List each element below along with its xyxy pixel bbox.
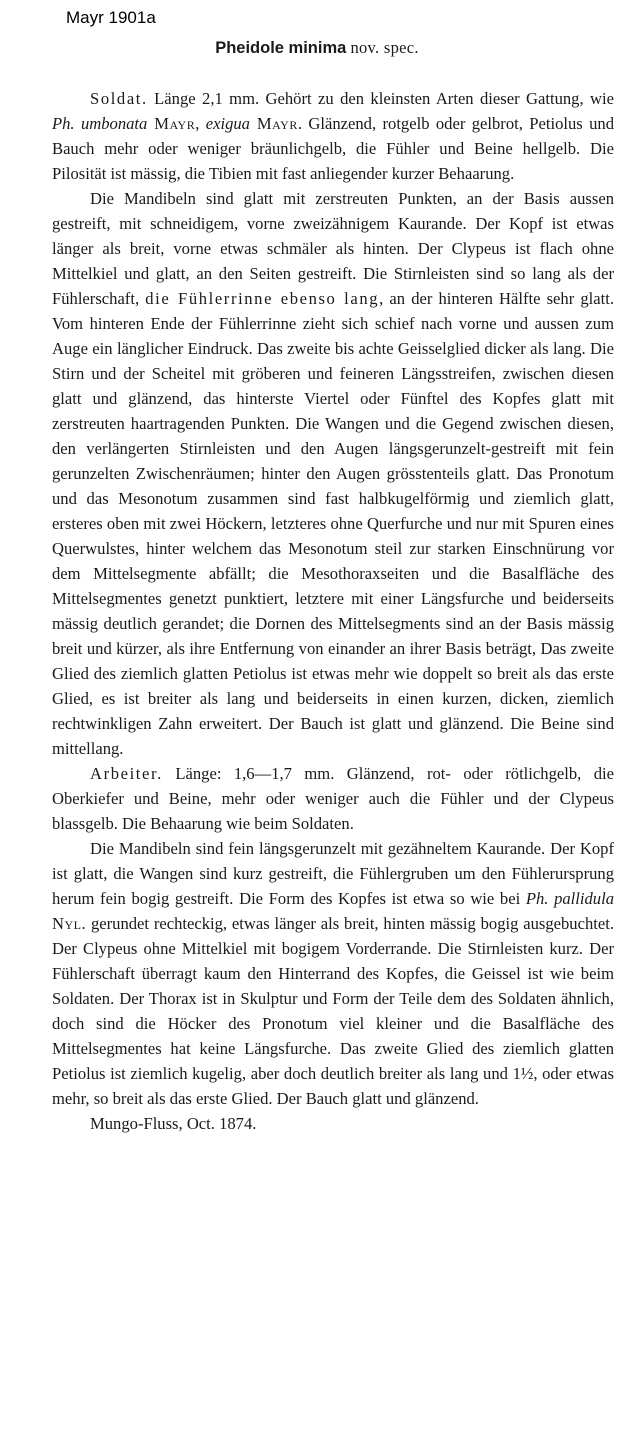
worker-caste-label: Arbeiter. <box>90 764 163 783</box>
soldier-paragraph <box>52 86 614 186</box>
description-body <box>52 86 614 1136</box>
soldier-desc-part-b: , an der hinteren Hälfte sehr glatt. Vom hinteren Ende der Fühlerrinne zieht sich schief nach vorne und aussen zum Auge ein länglicher Eindruck. Das zweite bis achte Geisselglied dicker als lang. Die Stirn und der Scheitel mit gröberen und feineren Längsstreifen, zwischen diesen glatt und glänzend, das hinterste Viertel oder Fünftel des Kopfes glatt mit zerstreuten haartragenden Punkten. Die Wangen und die Gegend zwischen diesen, den verlängerten Stirnleisten und den Augen längsgerunzelt-gestreift mit fein gerunzelten Zwischenräumen; hinter den Augen grösstenteils glatt. Das Pronotum und das Mesonotum zusammen sind fast halbkugelförmig und ziemlich glatt, ersteres oben mit zwei Höckern, letzteres ohne Querfurche und nur mit Spuren eines Querwulstes, hinter welchem das Mesonotum steil zur starken Einschnürung vor dem Mittelsegmente abfällt; die Mesothoraxseiten und die Basalfläche des Mittelsegmentes genetzt punktiert, letztere mit einer Längsfurche und beiderseits mässig deutlich gerandet; die Dornen des Mittelsegments sind an der Basis mässig breit und kürzer, als ihre Entfernung von einander an ihrer Basis beträgt, Das zweite Glied des ziemlich glatten Petiolus ist etwas mehr wie doppelt so breit als das erste Glied, es ist breiter als lang und beiderseits in einen kurzen, dicken, ziemlich rechtwinkligen Zahn erweitert. Der Bauch ist glatt und glänzend. Die Beine sind mittellang. <box>52 289 614 758</box>
worker-desc-part-a: Die Mandibeln sind fein längsgerunzelt mit gezähneltem Kaurande. Der Kopf ist glatt, die Wangen sind kurz gestreift, die Fühlergruben um den Fühlerursprung herum fein bogig gestreift. Die Form des Kopfes ist etwa so wie bei <box>52 839 614 908</box>
soldier-caste-label: Soldat. <box>90 89 148 108</box>
author-mayr-2: Mayr <box>249 114 298 133</box>
reference-tag: Mayr 1901a <box>66 8 156 27</box>
species-status: nov. spec. <box>350 38 419 57</box>
soldier-desc-part-a: Die Mandibeln sind glatt mit zerstreuten Punkten, an der Basis aussen gestreift, mit schneidigem, vorne zweizähnigem Kaurande. Der Kopf ist etwas länger als breit, vorne etwas schmäler als hinten. Der Clypeus ist flach ohne Mittelkiel und glatt, an den Seiten gestreift. Die Stirnleisten sind so lang als der Fühlerschaft, <box>52 189 614 308</box>
worker-description-paragraph <box>52 836 614 1111</box>
ref-umbonata: Ph. umbonata <box>52 114 148 133</box>
soldier-intro: Länge 2,1 mm. Gehört zu den kleinsten Arten dieser Gattung, wie <box>147 89 614 108</box>
ref-exigua: exigua <box>205 114 250 133</box>
soldier-description-paragraph <box>52 186 614 761</box>
ref-separator: , <box>195 114 206 133</box>
soldier-coloration: . Glänzend, rotgelb oder gelbrot, Petiolus und Bauch mehr oder weniger bräunlichgelb, die Fühler und Beine hellgelb. Die Pilosität ist mässig, die Tibien mit fast anliegender kurzer Behaarung. <box>52 114 615 183</box>
worker-paragraph <box>52 761 614 836</box>
worker-desc-part-b: gerundet rechteckig, etwas länger als breit, hinten mässig bogig ausgebuchtet. Der Clypeus ohne Mittelkiel mit bogigem Vorderrande. Die Stirnleisten kurz. Der Fühlerschaft überragt kaum den Hinterrand des Kopfes, die Geissel ist wie beim Soldaten. Der Thorax ist in Skulptur und Form der Teile dem des Soldaten ähnlich, doch sind die Höcker des Pronotum viel kleiner und die Basalfläche des Mittelsegmentes hat keine Längsfurche. Das zweite Glied des ziemlich glatten Petiolus ist ziemlich kugelig, aber doch deutlich breiter als lang und 1½, oder etwas mehr, so breit als das erste Glied. Der Bauch glatt und glänzend. <box>52 914 614 1108</box>
species-title <box>0 38 634 58</box>
soldier-desc-emphasis: die Fühlerrinne ebenso lang <box>145 289 380 308</box>
author-mayr-1: Mayr <box>147 114 196 133</box>
collection-locality: Mungo-Fluss, Oct. 1874. <box>90 1114 257 1133</box>
ref-pallidula: Ph. pallidula <box>525 889 614 908</box>
author-nyl: Nyl. <box>52 914 87 933</box>
species-name: Pheidole minima <box>215 39 347 57</box>
worker-intro: Länge: 1,6—1,7 mm. Glänzend, rot- oder rötlichgelb, die Oberkiefer und Beine, mehr oder weniger auch die Fühler und der Clypeus blassgelb. Die Behaarung wie beim Soldaten. <box>52 764 614 833</box>
